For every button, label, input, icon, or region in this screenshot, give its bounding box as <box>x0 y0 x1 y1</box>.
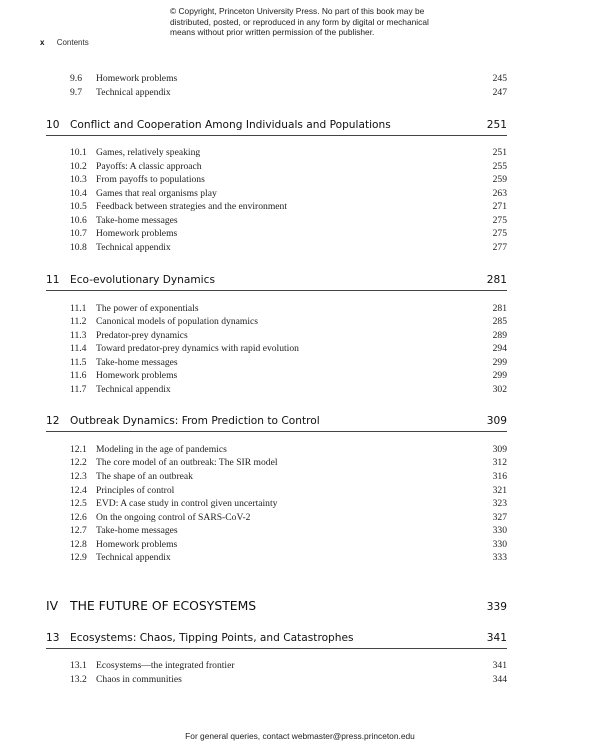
toc-section-entry[interactable] <box>70 173 507 186</box>
section-page: 316 <box>492 471 507 482</box>
toc-section-entry[interactable] <box>70 200 507 213</box>
section-title: Take-home messages <box>96 525 178 536</box>
copyright-notice <box>170 6 460 38</box>
chapter-title: Outbreak Dynamics: From Prediction to Control <box>70 415 320 427</box>
section-page: 259 <box>492 174 507 185</box>
toc-section-entry[interactable] <box>70 146 507 159</box>
chapter-number: 12 <box>46 415 60 427</box>
part-title: THE FUTURE OF ECOSYSTEMS <box>70 598 257 613</box>
toc-section-entry[interactable] <box>70 329 507 342</box>
section-title: Games that real organisms play <box>96 188 217 199</box>
section-title: Technical appendix <box>96 384 171 395</box>
section-number: 10.7 <box>70 228 87 239</box>
toc-section-entry[interactable] <box>70 383 507 396</box>
section-page: 294 <box>492 343 507 354</box>
section-title: Homework problems <box>96 370 178 381</box>
section-page: 281 <box>492 303 507 314</box>
section-title: On the ongoing control of SARS-CoV-2 <box>96 512 251 523</box>
toc-section-entry[interactable] <box>70 214 507 227</box>
chapter-title: Ecosystems: Chaos, Tipping Points, and Catastrophes <box>70 632 354 644</box>
chapter-title: Eco-evolutionary Dynamics <box>70 274 215 286</box>
toc-chapter-heading[interactable] <box>46 117 507 136</box>
section-page: 255 <box>492 161 507 172</box>
toc-section-entry[interactable] <box>70 86 507 99</box>
section-title: Homework problems <box>96 73 178 84</box>
section-page: 247 <box>492 87 507 98</box>
page-folio: x <box>40 38 45 47</box>
section-title: Toward predator-prey dynamics with rapid evolution <box>96 343 299 354</box>
toc-section-entry[interactable] <box>70 511 507 524</box>
section-number: 13.2 <box>70 674 87 685</box>
toc-chapter-heading[interactable] <box>46 272 507 291</box>
copyright-line: distributed, posted, or reproduced in any form by digital or mechanical <box>170 16 429 27</box>
toc-section-entry[interactable] <box>70 497 507 510</box>
section-number: 11.5 <box>70 357 87 368</box>
chapter-page: 281 <box>486 274 507 286</box>
section-number: 10.8 <box>70 242 87 253</box>
section-number: 10.1 <box>70 147 87 158</box>
section-title: Ecosystems—the integrated frontier <box>96 660 235 671</box>
section-page: 321 <box>492 485 507 496</box>
section-number: 12.6 <box>70 512 87 523</box>
section-number: 12.4 <box>70 485 87 496</box>
copyright-line: © Copyright, Princeton University Press. No part of this book may be <box>170 6 425 16</box>
section-title: Payoffs: A classic approach <box>96 161 202 172</box>
section-page: 344 <box>492 674 507 685</box>
section-page: 275 <box>492 215 507 226</box>
section-title: From payoffs to populations <box>96 174 205 185</box>
chapter-number: 10 <box>46 119 60 131</box>
toc-section-entry[interactable] <box>70 484 507 497</box>
chapter-page: 309 <box>486 415 507 427</box>
section-number: 11.6 <box>70 370 87 381</box>
toc-section-entry[interactable] <box>70 470 507 483</box>
section-title: Technical appendix <box>96 242 171 253</box>
section-page: 330 <box>492 525 507 536</box>
section-page: 333 <box>492 552 507 563</box>
section-number: 10.6 <box>70 215 87 226</box>
toc-section-entry[interactable] <box>70 456 507 469</box>
section-title: Technical appendix <box>96 87 171 98</box>
section-number: 12.7 <box>70 525 87 536</box>
chapter-page: 341 <box>486 632 507 644</box>
toc-section-entry[interactable] <box>70 315 507 328</box>
section-title: Predator-prey dynamics <box>96 330 188 341</box>
chapter-page: 251 <box>486 119 507 131</box>
chapter-number: 11 <box>46 274 60 286</box>
section-number: 11.3 <box>70 330 87 341</box>
toc-section-entry[interactable] <box>70 227 507 240</box>
toc-section-entry[interactable] <box>70 673 507 686</box>
section-title: Feedback between strategies and the environment <box>96 201 288 212</box>
section-page: 277 <box>492 242 507 253</box>
section-page: 271 <box>492 201 507 212</box>
section-number: 12.8 <box>70 539 87 550</box>
toc-section-entry[interactable] <box>70 538 507 551</box>
section-title: EVD: A case study in control given uncertainty <box>96 498 278 509</box>
toc-section-entry[interactable] <box>70 443 507 456</box>
section-page: 289 <box>492 330 507 341</box>
section-number: 12.9 <box>70 552 87 563</box>
section-page: 299 <box>492 357 507 368</box>
section-number: 9.6 <box>70 73 82 84</box>
part-number: IV <box>46 598 59 613</box>
section-number: 11.7 <box>70 384 87 395</box>
toc-section-entry[interactable] <box>70 356 507 369</box>
section-number: 9.7 <box>70 87 82 98</box>
part-page: 339 <box>486 601 507 613</box>
toc-section-entry[interactable] <box>70 659 507 672</box>
toc-part-heading[interactable] <box>46 597 507 615</box>
section-page: 341 <box>492 660 507 671</box>
section-page: 323 <box>492 498 507 509</box>
section-number: 13.1 <box>70 660 87 671</box>
section-number: 10.4 <box>70 188 87 199</box>
running-head-title: Contents <box>56 38 89 47</box>
toc-chapter-heading[interactable] <box>46 630 507 649</box>
section-title: Chaos in communities <box>96 674 182 685</box>
footer-contact: For general queries, contact webmaster@press.princeton.edu <box>185 731 415 741</box>
chapter-number: 13 <box>46 632 60 644</box>
section-title: Canonical models of population dynamics <box>96 316 258 327</box>
section-number: 12.3 <box>70 471 87 482</box>
toc-section-entry[interactable] <box>70 187 507 200</box>
section-title: Modeling in the age of pandemics <box>96 444 227 455</box>
toc-section-entry[interactable] <box>70 72 507 85</box>
section-title: The power of exponentials <box>96 303 199 314</box>
section-number: 10.2 <box>70 161 87 172</box>
toc-chapter-heading[interactable] <box>46 413 507 432</box>
section-page: 302 <box>492 384 507 395</box>
section-number: 12.5 <box>70 498 87 509</box>
toc-section-entry[interactable] <box>70 369 507 382</box>
section-title: Games, relatively speaking <box>96 147 201 158</box>
toc-section-entry[interactable] <box>70 551 507 564</box>
running-head <box>40 38 89 47</box>
section-title: Homework problems <box>96 228 178 239</box>
toc-section-entry[interactable] <box>70 342 507 355</box>
section-title: The core model of an outbreak: The SIR model <box>96 457 278 468</box>
section-number: 11.1 <box>70 303 87 314</box>
toc-section-entry[interactable] <box>70 302 507 315</box>
section-number: 10.3 <box>70 174 87 185</box>
section-number: 11.2 <box>70 316 87 327</box>
section-title: The shape of an outbreak <box>96 471 193 482</box>
section-page: 312 <box>492 457 507 468</box>
section-page: 327 <box>492 512 507 523</box>
section-page: 275 <box>492 228 507 239</box>
section-page: 330 <box>492 539 507 550</box>
section-page: 251 <box>492 147 507 158</box>
section-number: 12.1 <box>70 444 87 455</box>
toc-section-entry[interactable] <box>70 524 507 537</box>
section-page: 263 <box>492 188 507 199</box>
copyright-line: means without prior written permission of the publisher. <box>170 27 375 37</box>
toc-section-entry[interactable] <box>70 160 507 173</box>
toc-section-entry[interactable] <box>70 241 507 254</box>
section-title: Take-home messages <box>96 357 178 368</box>
section-title: Take-home messages <box>96 215 178 226</box>
chapter-title: Conflict and Cooperation Among Individuals and Populations <box>70 119 391 131</box>
section-number: 10.5 <box>70 201 87 212</box>
section-title: Technical appendix <box>96 552 171 563</box>
section-title: Homework problems <box>96 539 178 550</box>
section-page: 309 <box>492 444 507 455</box>
section-number: 11.4 <box>70 343 87 354</box>
section-number: 12.2 <box>70 457 87 468</box>
section-title: Principles of control <box>96 485 175 496</box>
section-page: 285 <box>492 316 507 327</box>
section-page: 299 <box>492 370 507 381</box>
section-page: 245 <box>492 73 507 84</box>
